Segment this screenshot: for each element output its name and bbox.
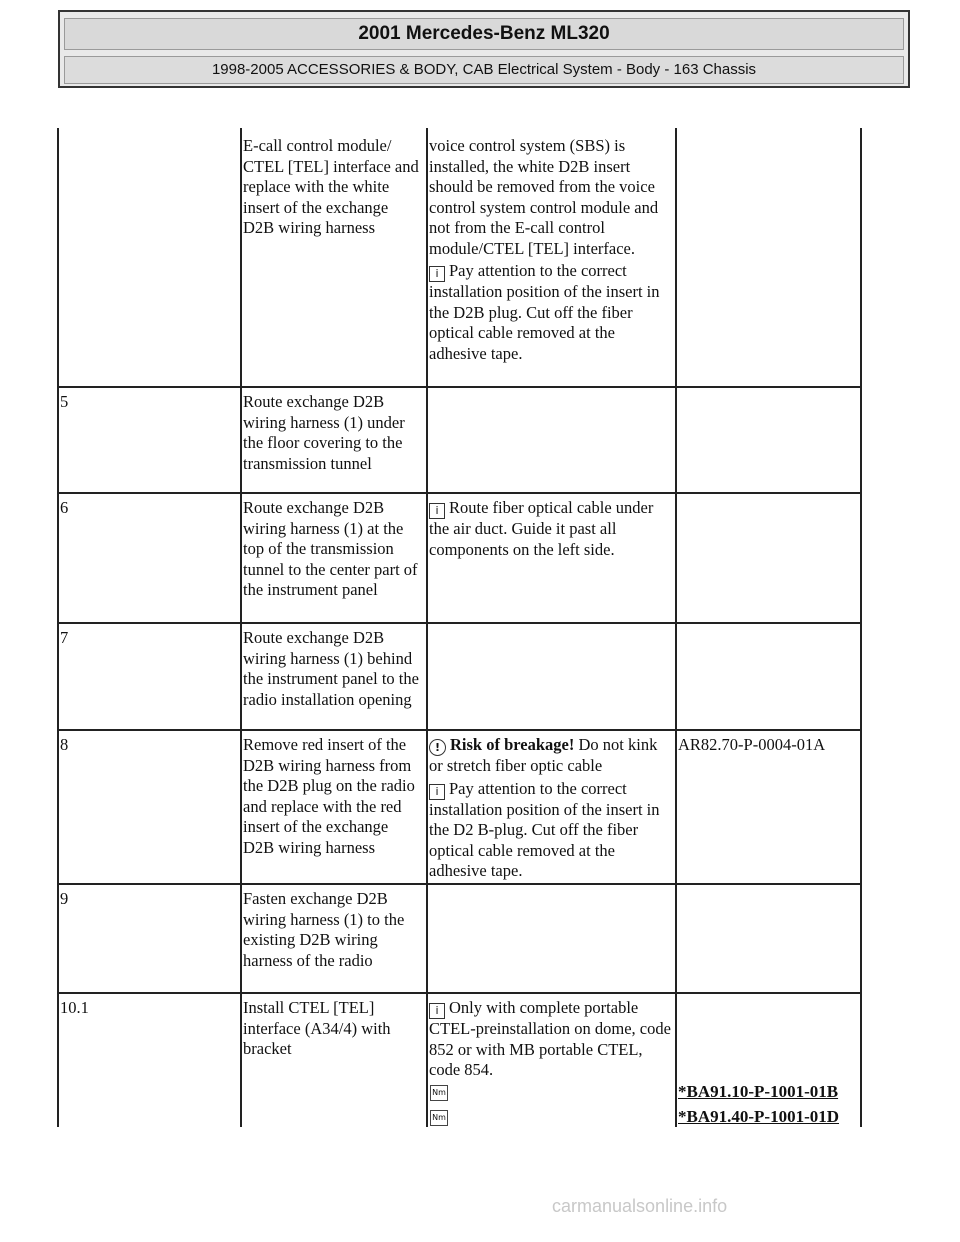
info-note bbox=[429, 779, 674, 882]
step-notes bbox=[429, 136, 674, 364]
info-note bbox=[429, 261, 674, 364]
step-number: 5 bbox=[60, 392, 69, 411]
column-divider bbox=[240, 128, 242, 1127]
step-action: Remove red insert of the D2B wiring harness from the D2B plug on the radio and replace with the red insert of the exchange D2B wiring harness bbox=[243, 735, 415, 857]
row-divider bbox=[57, 492, 862, 494]
note-text: voice control system (SBS) is installed, the white D2B insert should be removed from the voice control system control module and not from the E-call control module/CTEL [TEL] interface. bbox=[429, 136, 659, 258]
info-note bbox=[429, 998, 674, 1081]
table-border-left bbox=[57, 128, 59, 1127]
warning-icon: ! bbox=[429, 739, 446, 756]
info-icon: i bbox=[429, 503, 445, 519]
document-subtitle: 1998-2005 ACCESSORIES & BODY, CAB Electrical System - Body - 163 Chassis bbox=[64, 56, 904, 84]
column-divider bbox=[675, 128, 677, 1127]
info-note-text: Route fiber optical cable under the air duct. Guide it past all components on the left side. bbox=[429, 498, 654, 559]
torque-reference-link[interactable]: *BA91.10-P-1001-01B bbox=[678, 1082, 839, 1101]
step-action: Route exchange D2B wiring harness (1) at the top of the transmission tunnel to the center part of the instrument panel bbox=[243, 498, 418, 599]
info-note-text: Only with complete portable CTEL-preinstallation on dome, code 852 or with MB portable CTEL, code 854. bbox=[429, 998, 671, 1079]
step-action: Install CTEL [TEL] interface (A34/4) with bracket bbox=[243, 998, 391, 1058]
torque-reference-link[interactable]: *BA91.40-P-1001-01D bbox=[678, 1107, 840, 1126]
torque-icon: Nm bbox=[430, 1085, 448, 1101]
info-note bbox=[429, 498, 674, 560]
step-number: 8 bbox=[60, 735, 69, 754]
row-divider bbox=[57, 992, 862, 994]
table-border-right bbox=[860, 128, 862, 1127]
torque-icon: Nm bbox=[430, 1110, 448, 1126]
info-icon: i bbox=[429, 266, 445, 282]
warning-text: Do not kink or stretch fiber optic cable bbox=[429, 735, 658, 775]
step-number: 6 bbox=[60, 498, 69, 517]
column-divider bbox=[426, 128, 428, 1127]
step-number: 10.1 bbox=[60, 998, 89, 1017]
row-divider bbox=[57, 622, 862, 624]
info-note-text: Pay attention to the correct installation position of the insert in the D2 B-plug. Cut off the fiber optical cable removed at the adhesive tape. bbox=[429, 778, 660, 880]
table-row bbox=[243, 136, 423, 239]
step-action: Route exchange D2B wiring harness (1) behind the instrument panel to the radio installation opening bbox=[243, 628, 419, 709]
row-divider bbox=[57, 386, 862, 388]
info-note-text: Pay attention to the correct installation position of the insert in the D2B plug. Cut off the fiber optical cable removed at the adhesive tape. bbox=[429, 261, 660, 363]
step-number: 9 bbox=[60, 889, 69, 908]
row-divider bbox=[57, 883, 862, 885]
step-number: 7 bbox=[60, 628, 69, 647]
warning-note bbox=[429, 735, 674, 777]
row-divider bbox=[57, 729, 862, 731]
info-icon: i bbox=[429, 1003, 445, 1019]
step-action: Route exchange D2B wiring harness (1) under the floor covering to the transmission tunnel bbox=[243, 392, 405, 473]
step-notes bbox=[429, 735, 674, 882]
document-header bbox=[58, 10, 910, 88]
info-icon: i bbox=[429, 784, 445, 800]
document-title: 2001 Mercedes-Benz ML320 bbox=[64, 18, 904, 50]
step-action: E-call control module/ CTEL [TEL] interface and replace with the white insert of the exchange D2B wiring harness bbox=[243, 136, 419, 237]
step-action: Fasten exchange D2B wiring harness (1) to the existing D2B wiring harness of the radio bbox=[243, 889, 405, 970]
reference-code: AR82.70-P-0004-01A bbox=[678, 735, 826, 754]
watermark-text: carmanualsonline.info bbox=[552, 1196, 728, 1216]
warning-title: Risk of breakage! bbox=[450, 735, 575, 754]
